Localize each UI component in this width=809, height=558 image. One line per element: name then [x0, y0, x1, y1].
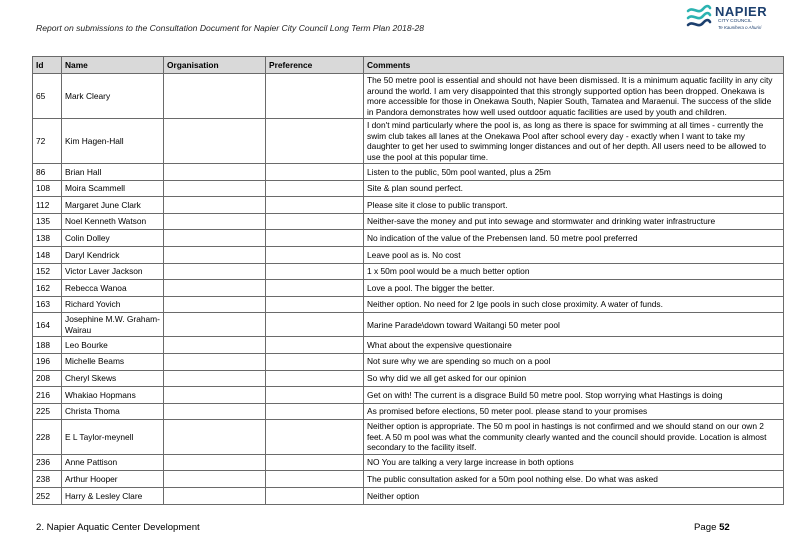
cell-name: Harry & Lesley Clare: [62, 488, 164, 505]
table-row: [33, 420, 784, 455]
col-header-preference: Preference: [266, 57, 364, 74]
col-header-organisation: Organisation: [164, 57, 266, 74]
submissions-table: [32, 56, 784, 505]
cell-organisation: [164, 370, 266, 387]
table-row: [33, 197, 784, 214]
table-header-row: [33, 57, 784, 74]
table-row: [33, 313, 784, 337]
cell-preference: [266, 454, 364, 471]
cell-name: Noel Kenneth Watson: [62, 213, 164, 230]
cell-comment: What about the expensive questionaire: [364, 337, 784, 354]
footer-section: 2. Napier Aquatic Center Development: [36, 522, 200, 533]
wave-icon: [684, 3, 712, 35]
cell-organisation: [164, 197, 266, 214]
cell-preference: [266, 337, 364, 354]
cell-organisation: [164, 280, 266, 297]
table-row: [33, 119, 784, 164]
cell-organisation: [164, 353, 266, 370]
page-label: Page: [694, 522, 717, 533]
cell-organisation: [164, 403, 266, 420]
table-row: [33, 488, 784, 505]
cell-organisation: [164, 164, 266, 181]
cell-id: 162: [33, 280, 62, 297]
footer-page: [694, 522, 730, 533]
cell-preference: [266, 164, 364, 181]
table-row: [33, 280, 784, 297]
cell-organisation: [164, 230, 266, 247]
cell-preference: [266, 296, 364, 313]
cell-comment: The public consultation asked for a 50m pool nothing else. Do what was asked: [364, 471, 784, 488]
table-row: [33, 353, 784, 370]
cell-id: 208: [33, 370, 62, 387]
cell-organisation: [164, 296, 266, 313]
cell-preference: [266, 403, 364, 420]
cell-organisation: [164, 119, 266, 164]
cell-organisation: [164, 488, 266, 505]
cell-preference: [266, 246, 364, 263]
cell-name: Mark Cleary: [62, 74, 164, 119]
table-row: [33, 454, 784, 471]
cell-preference: [266, 420, 364, 455]
cell-id: 148: [33, 246, 62, 263]
page-number: 52: [719, 522, 730, 533]
cell-comment: Love a pool. The bigger the better.: [364, 280, 784, 297]
table-row: [33, 180, 784, 197]
cell-comment: The 50 metre pool is essential and should not have been dismissed. It is a minimum aquatic facility in any city around the world. I am very disappointed that this strongly supported option has been dropped. Onekawa is more accessible for those in Onekawa South, Napier South, Tamatea and Maraenui. The success of the slide in Pandora demonstrates how well used outdoor aquatic facilities are used by youth and children.: [364, 74, 784, 119]
cell-id: 112: [33, 197, 62, 214]
cell-name: Moira Scammell: [62, 180, 164, 197]
cell-preference: [266, 263, 364, 280]
cell-preference: [266, 313, 364, 337]
cell-id: 164: [33, 313, 62, 337]
cell-id: 228: [33, 420, 62, 455]
cell-comment: Neither option: [364, 488, 784, 505]
cell-id: 236: [33, 454, 62, 471]
cell-organisation: [164, 263, 266, 280]
cell-id: 135: [33, 213, 62, 230]
cell-preference: [266, 180, 364, 197]
logo-tagline: Te Kaunihera o Ahuriri: [718, 25, 762, 30]
cell-comment: Not sure why we are spending so much on a pool: [364, 353, 784, 370]
cell-id: 72: [33, 119, 62, 164]
cell-organisation: [164, 471, 266, 488]
col-header-name: Name: [62, 57, 164, 74]
cell-preference: [266, 197, 364, 214]
cell-id: 252: [33, 488, 62, 505]
cell-name: Rebecca Wanoa: [62, 280, 164, 297]
col-header-comments: Comments: [364, 57, 784, 74]
cell-name: Margaret June Clark: [62, 197, 164, 214]
cell-name: Daryl Kendrick: [62, 246, 164, 263]
report-title: Report on submissions to the Consultation Document for Napier City Council Long Term Plan 2018-28: [36, 23, 425, 33]
cell-comment: Marine Parade\down toward Waitangi 50 meter pool: [364, 313, 784, 337]
cell-name: Whakiao Hopmans: [62, 387, 164, 404]
table-row: [33, 370, 784, 387]
cell-comment: 1 x 50m pool would be a much better option: [364, 263, 784, 280]
logo-name: NAPIER: [715, 4, 768, 19]
cell-name: E L Taylor-meynell: [62, 420, 164, 455]
table-row: [33, 246, 784, 263]
logo-subtitle: CITY COUNCIL: [718, 19, 752, 24]
cell-preference: [266, 280, 364, 297]
cell-name: Michelle Beams: [62, 353, 164, 370]
cell-name: Kim Hagen-Hall: [62, 119, 164, 164]
cell-name: Arthur Hooper: [62, 471, 164, 488]
cell-comment: Neither option is appropriate. The 50 m pool in hastings is not confirmed and we should stand on our own 2 feet. A 50 m pool was what the community clearly wanted and the council should provide. Location is almost secondary to the facility itself.: [364, 420, 784, 455]
cell-id: 152: [33, 263, 62, 280]
cell-organisation: [164, 180, 266, 197]
cell-name: Colin Dolley: [62, 230, 164, 247]
cell-preference: [266, 230, 364, 247]
cell-preference: [266, 119, 364, 164]
cell-preference: [266, 370, 364, 387]
cell-organisation: [164, 387, 266, 404]
napier-logo: [684, 3, 774, 37]
table-row: [33, 471, 784, 488]
cell-name: Anne Pattison: [62, 454, 164, 471]
cell-organisation: [164, 337, 266, 354]
cell-preference: [266, 353, 364, 370]
cell-name: Josephine M.W. Graham-Wairau: [62, 313, 164, 337]
cell-organisation: [164, 213, 266, 230]
cell-id: 188: [33, 337, 62, 354]
cell-organisation: [164, 313, 266, 337]
cell-name: Christa Thoma: [62, 403, 164, 420]
cell-id: 216: [33, 387, 62, 404]
cell-comment: Listen to the public, 50m pool wanted, plus a 25m: [364, 164, 784, 181]
cell-organisation: [164, 420, 266, 455]
cell-preference: [266, 488, 364, 505]
table-row: [33, 387, 784, 404]
cell-name: Richard Yovich: [62, 296, 164, 313]
cell-comment: Neither option. No need for 2 lge pools in such close proximity. A water of funds.: [364, 296, 784, 313]
cell-comment: Leave pool as is. No cost: [364, 246, 784, 263]
cell-name: Cheryl Skews: [62, 370, 164, 387]
cell-comment: So why did we all get asked for our opinion: [364, 370, 784, 387]
cell-comment: Site & plan sound perfect.: [364, 180, 784, 197]
table-row: [33, 403, 784, 420]
cell-id: 196: [33, 353, 62, 370]
cell-preference: [266, 387, 364, 404]
cell-preference: [266, 74, 364, 119]
col-header-id: Id: [33, 57, 62, 74]
cell-id: 108: [33, 180, 62, 197]
cell-organisation: [164, 74, 266, 119]
cell-comment: NO You are talking a very large increase in both options: [364, 454, 784, 471]
cell-organisation: [164, 246, 266, 263]
cell-id: 225: [33, 403, 62, 420]
cell-name: Victor Laver Jackson: [62, 263, 164, 280]
table-row: [33, 263, 784, 280]
cell-id: 65: [33, 74, 62, 119]
cell-name: Brian Hall: [62, 164, 164, 181]
cell-id: 238: [33, 471, 62, 488]
table-row: [33, 230, 784, 247]
cell-comment: Get on with! The current is a disgrace Build 50 metre pool. Stop worrying what Hastings is doing: [364, 387, 784, 404]
cell-name: Leo Bourke: [62, 337, 164, 354]
cell-id: 86: [33, 164, 62, 181]
cell-comment: Please site it close to public transport.: [364, 197, 784, 214]
cell-comment: As promised before elections, 50 meter pool. please stand to your promises: [364, 403, 784, 420]
cell-id: 138: [33, 230, 62, 247]
cell-preference: [266, 471, 364, 488]
cell-id: 163: [33, 296, 62, 313]
cell-organisation: [164, 454, 266, 471]
cell-comment: Neither-save the money and put into sewage and stormwater and drinking water infrastructure: [364, 213, 784, 230]
cell-preference: [266, 213, 364, 230]
table-row: [33, 164, 784, 181]
cell-comment: No indication of the value of the Prebensen land. 50 metre pool preferred: [364, 230, 784, 247]
table-row: [33, 296, 784, 313]
table-row: [33, 337, 784, 354]
table-row: [33, 213, 784, 230]
cell-comment: I don't mind particularly where the pool is, as long as there is space for swimming at all times - currently the swim club takes all lanes at the Onekawa Pool after school every day - exactly when I want to take my daughter to get her used to swimming longer distances and out of her depth. All users need to be allowed to use the pool at this popular time.: [364, 119, 784, 164]
table-row: [33, 74, 784, 119]
